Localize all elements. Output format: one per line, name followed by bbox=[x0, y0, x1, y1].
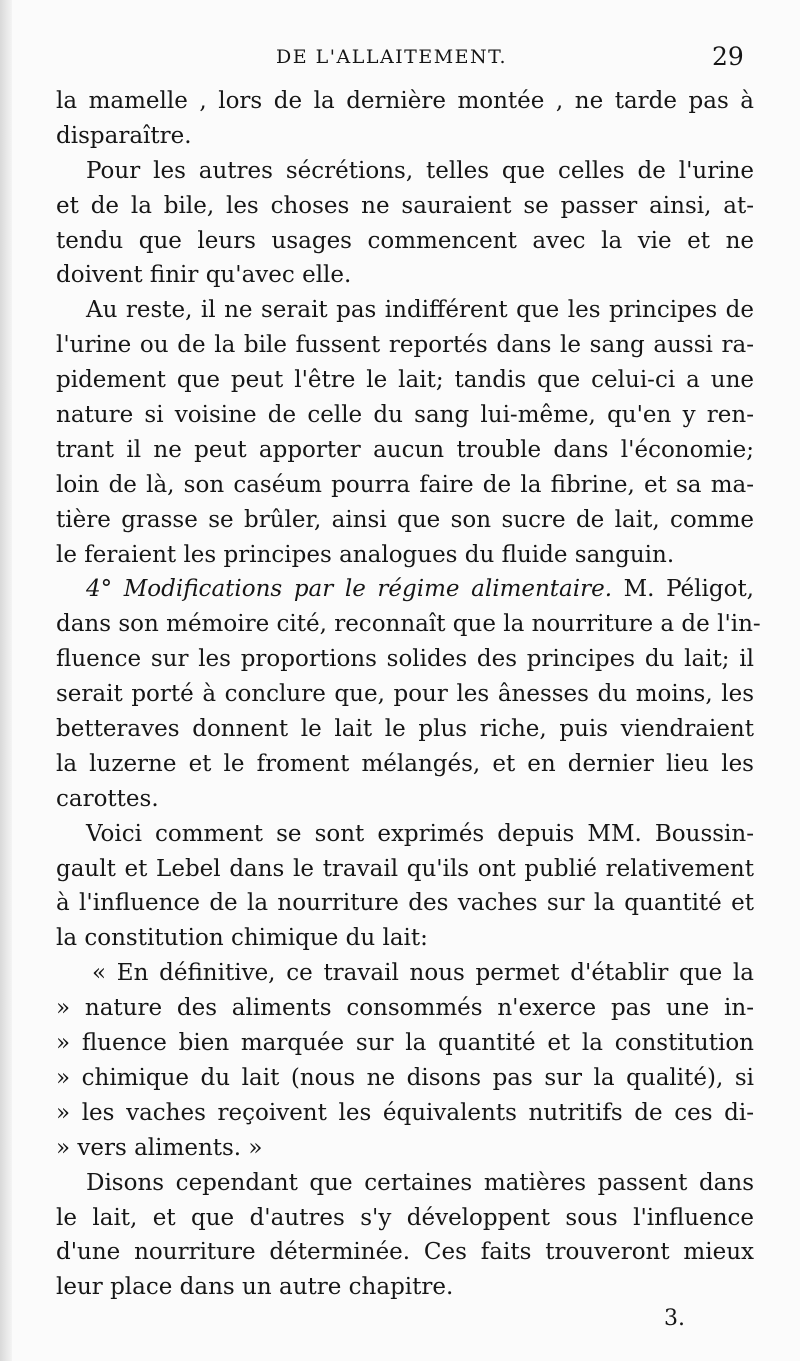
paragraph-start-line: Voici comment se sont exprimés depuis MM. Boussin- bbox=[86, 820, 754, 847]
text-line: tendu que leurs usages commencent avec la vie et ne bbox=[56, 227, 754, 254]
quote-line: » vers aliments. » bbox=[56, 1134, 263, 1161]
text-line: la mamelle , lors de la dernière montée , ne tarde pas à bbox=[56, 88, 754, 114]
text-line: nature si voisine de celle du sang lui-même, qu'en y ren- bbox=[56, 402, 754, 429]
paragraph-start-line: Au reste, il ne serait pas indifférent que les principes de bbox=[86, 297, 754, 324]
text-line: et de la bile, les choses ne sauraient se passer ainsi, at- bbox=[56, 192, 754, 219]
text-line: disparaître. bbox=[56, 122, 192, 149]
text-line: le lait, et que d'autres s'y développent sous l'influence bbox=[56, 1204, 754, 1231]
text-line: gault et Lebel dans le travail qu'ils ont publié relativement bbox=[56, 855, 754, 882]
text-line: d'une nourriture déterminée. Ces faits trouveront mieux bbox=[56, 1239, 754, 1266]
signature-mark: 3. bbox=[664, 1306, 685, 1331]
text-line: l'urine ou de la bile fussent reportés dans le sang aussi ra- bbox=[56, 332, 754, 359]
quote-line: » fluence bien marquée sur la quantité et la constitution bbox=[56, 1030, 754, 1057]
text-line: carottes. bbox=[56, 785, 159, 812]
text-line: à l'influence de la nourriture des vaches sur la quantité et bbox=[56, 890, 754, 917]
paragraph-start-line: Pour les autres sécrétions, telles que celles de l'urine bbox=[86, 157, 754, 184]
quote-line: « En définitive, ce travail nous permet d'établir que la bbox=[92, 960, 754, 987]
section-heading: 4° Modifications par le régime alimentaire. bbox=[86, 576, 613, 603]
text-line: doivent finir qu'avec elle. bbox=[56, 262, 352, 289]
section-heading-cont: M. Péligot, bbox=[612, 576, 754, 603]
page-number: 29 bbox=[712, 42, 744, 71]
text-line: pidement que peut l'être le lait; tandis que celui-ci a une bbox=[56, 367, 754, 394]
text-line: le feraient les principes analogues du fluide sanguin. bbox=[56, 541, 675, 568]
body-text bbox=[56, 84, 761, 1305]
running-head bbox=[0, 42, 800, 78]
text-line: tière grasse se brûler, ainsi que son sucre de lait, comme bbox=[56, 506, 754, 533]
text-line: serait porté à conclure que, pour les ânesses du moins, les bbox=[56, 681, 754, 708]
page-binding-shadow bbox=[0, 0, 12, 1361]
quote-line: » chimique du lait (nous ne disons pas sur la qualité), si bbox=[56, 1064, 754, 1091]
text-line: loin de là, son caséum pourra faire de la fibrine, et sa ma- bbox=[56, 471, 754, 498]
text-line: dans son mémoire cité, reconnaît que la nourriture a de l'in- bbox=[56, 611, 761, 638]
paragraph-start-line: Disons cependant que certaines matières passent dans bbox=[86, 1169, 754, 1196]
text-line: trant il ne peut apporter aucun trouble dans l'économie; bbox=[56, 436, 754, 463]
text-line: betteraves donnent le lait le plus riche, puis viendraient bbox=[56, 716, 754, 743]
quote-line: » les vaches reçoivent les équivalents nutritifs de ces di- bbox=[56, 1099, 754, 1126]
text-line: la constitution chimique du lait: bbox=[56, 925, 428, 952]
running-title: DE L'ALLAITEMENT. bbox=[276, 46, 508, 68]
text-line: fluence sur les proportions solides des principes du lait; il bbox=[56, 646, 754, 673]
quote-line: » nature des aliments consommés n'exerce pas une in- bbox=[56, 995, 754, 1022]
text-line: la luzerne et le froment mélangés, et en dernier lieu les bbox=[56, 750, 754, 777]
section-heading-line bbox=[56, 572, 754, 607]
text-line: leur place dans un autre chapitre. bbox=[56, 1274, 454, 1301]
